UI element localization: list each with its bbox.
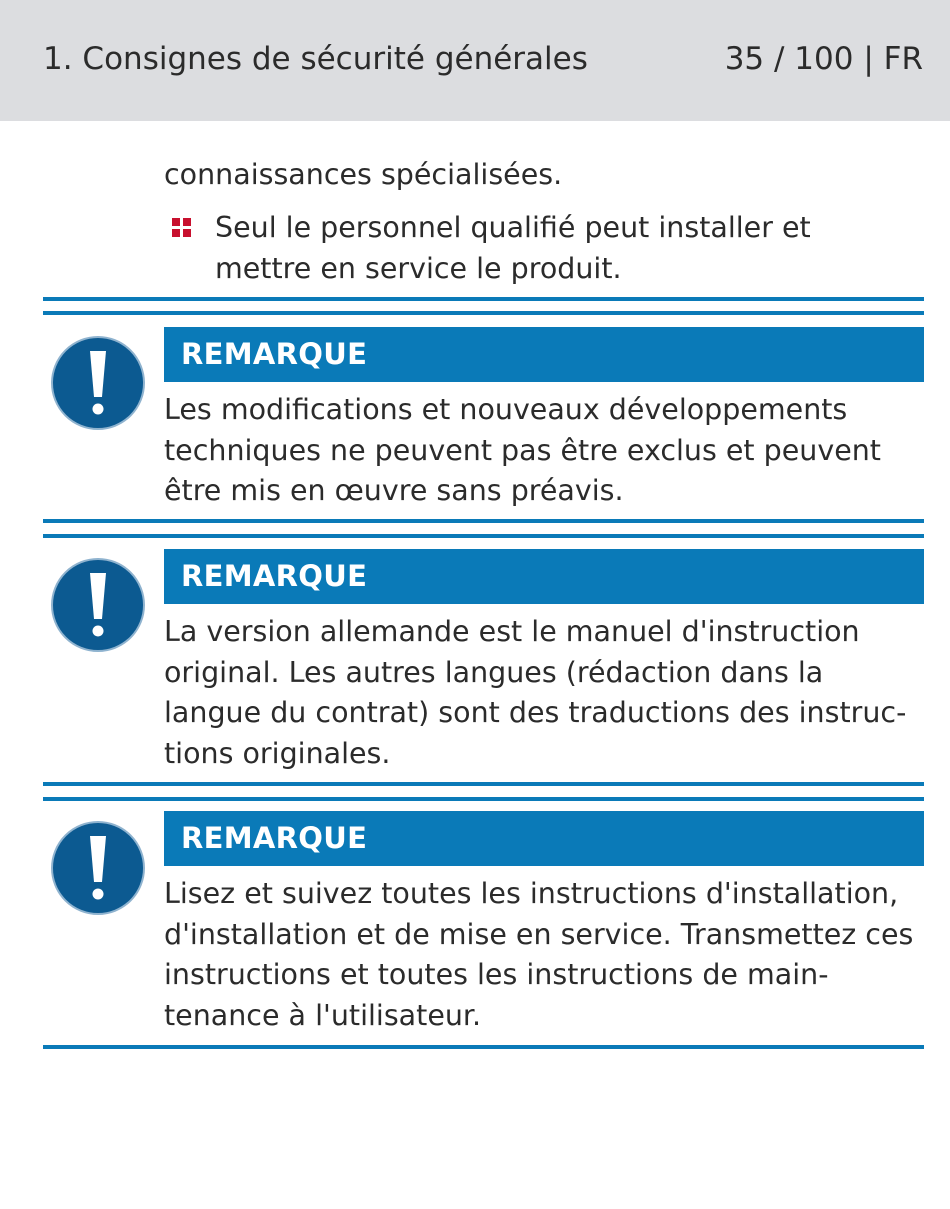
exclamation-circle-icon: [50, 335, 146, 431]
bullet-text: Seul le personnel qualifié peut installer et mettre en service le produit.: [215, 211, 811, 285]
divider: [43, 797, 924, 801]
notice-text: La version allemande est le manuel d'instruction original. Les autres langues (rédaction dans la langue du contrat) sont des traductions des instructions originales.: [164, 615, 907, 770]
notice-text: Les modifications et nouveaux développements techniques ne peuvent pas être exclus et peuvent être mis en œuvre sans préavis.: [164, 393, 881, 507]
intro-text: connaissances spécialisées.: [164, 158, 563, 191]
divider: [43, 311, 924, 315]
notice-title: REMARQUE: [164, 327, 924, 382]
exclamation-circle-icon: [50, 557, 146, 653]
divider: [43, 1045, 924, 1049]
notice-title: REMARQUE: [164, 811, 924, 866]
exclamation-circle-icon: [50, 820, 146, 916]
divider: [43, 519, 924, 523]
divider: [43, 534, 924, 538]
divider: [43, 297, 924, 301]
divider: [43, 782, 924, 786]
page-indicator: 35 / 100 | FR: [724, 41, 923, 77]
notice-text: Lisez et suivez toutes les instructions d'installation, d'installation et de mise en service. Transmettez ces instructions et toutes les instructions de maintenance à l'utilisateur.: [164, 877, 914, 1032]
notice-title: REMARQUE: [164, 549, 924, 604]
section-title: 1. Consignes de sécurité générales: [43, 41, 588, 77]
red-square-bullet-icon: [172, 218, 192, 238]
page-header: [0, 0, 950, 121]
